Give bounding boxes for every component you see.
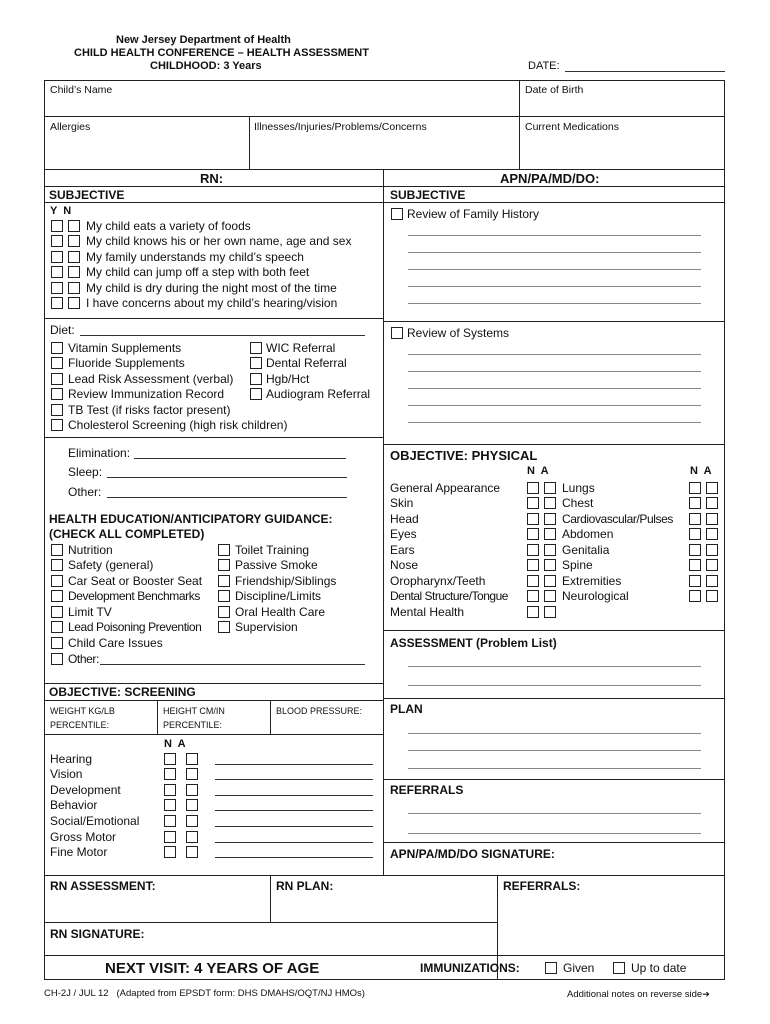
- phys-n-checkbox[interactable]: [689, 590, 701, 602]
- ed-label: Safety (general): [68, 558, 154, 572]
- referrals-label: REFERRALS: [390, 783, 464, 797]
- toilet-training-checkbox[interactable]: [218, 544, 230, 556]
- rn-heading: RN:: [200, 171, 224, 186]
- phys-n-checkbox[interactable]: [689, 513, 701, 525]
- phys-item: Extremities: [562, 574, 622, 588]
- check-label: TB Test (if risks factor present): [68, 403, 231, 417]
- phys-item: Ears: [390, 543, 415, 557]
- immunizations-given-checkbox[interactable]: [545, 962, 557, 974]
- phys-a-checkbox[interactable]: [706, 497, 718, 509]
- next-visit: NEXT VISIT: 4 YEARS OF AGE: [105, 960, 320, 977]
- screen-note-field[interactable]: [215, 779, 373, 780]
- systems-label: Review of Systems: [407, 326, 510, 340]
- screen-note-field[interactable]: [215, 810, 373, 811]
- question-yes-checkbox[interactable]: [51, 220, 63, 232]
- weight-field[interactable]: WEIGHT KG/LB: [50, 706, 115, 716]
- phys-na-right: N A: [690, 465, 712, 477]
- form-title: CHILD HEALTH CONFERENCE – HEALTH ASSESSMENT: [74, 47, 369, 59]
- phys-item: Cardiovascular/Pulses: [562, 512, 673, 526]
- screen-item: Fine Motor: [50, 845, 108, 859]
- assessment-label: ASSESSMENT (Problem List): [390, 636, 557, 650]
- screen-item: Hearing: [50, 752, 93, 766]
- phys-item: Genitalia: [562, 543, 610, 557]
- dob-field[interactable]: Date of Birth: [525, 84, 584, 96]
- phys-item: Eyes: [390, 527, 417, 541]
- screen-a-checkbox[interactable]: [186, 784, 198, 796]
- reverse-notes-text: Additional notes on reverse side: [567, 989, 703, 1000]
- tb-test-checkbox[interactable]: [51, 404, 63, 416]
- systems-checkbox[interactable]: [391, 327, 403, 339]
- phys-item: Mental Health: [390, 605, 465, 619]
- screen-n-checkbox[interactable]: [164, 799, 176, 811]
- ed-label: Toilet Training: [235, 543, 310, 557]
- phys-n-checkbox[interactable]: [689, 544, 701, 556]
- phys-a-checkbox[interactable]: [706, 590, 718, 602]
- question-no-checkbox[interactable]: [68, 282, 80, 294]
- screen-item: Behavior: [50, 798, 98, 812]
- apn-heading: APN/PA/MD/DO:: [500, 171, 600, 186]
- phys-a-checkbox[interactable]: [544, 575, 556, 587]
- other-label: Other:: [68, 485, 102, 499]
- elimination-label: Elimination:: [68, 446, 131, 460]
- fluoride-checkbox[interactable]: [51, 357, 63, 369]
- rn-subjective: SUBJECTIVE: [49, 188, 125, 202]
- nutrition-checkbox[interactable]: [51, 544, 63, 556]
- screen-n-checkbox[interactable]: [164, 753, 176, 765]
- question-no-checkbox[interactable]: [68, 235, 80, 247]
- audiogram-checkbox[interactable]: [250, 388, 262, 400]
- phys-a-checkbox[interactable]: [544, 559, 556, 571]
- phys-a-checkbox[interactable]: [544, 528, 556, 540]
- allergies-field[interactable]: Allergies: [50, 121, 91, 133]
- question-yes-checkbox[interactable]: [51, 251, 63, 263]
- rn-assessment-label[interactable]: RN ASSESSMENT:: [50, 879, 156, 893]
- check-label: Hgb/Hct: [266, 372, 310, 386]
- phys-n-checkbox[interactable]: [527, 513, 539, 525]
- plan-label: PLAN: [390, 702, 423, 716]
- vitamin-checkbox[interactable]: [51, 342, 63, 354]
- car-seat-checkbox[interactable]: [51, 575, 63, 587]
- ed-label: Oral Health Care: [235, 605, 326, 619]
- phys-n-checkbox[interactable]: [689, 559, 701, 571]
- phys-n-checkbox[interactable]: [689, 575, 701, 587]
- question-item: My child knows his or her own name, age and sex: [86, 234, 352, 248]
- phys-item: Spine: [562, 558, 593, 572]
- dev-benchmarks-checkbox[interactable]: [51, 590, 63, 602]
- ed-other-checkbox[interactable]: [51, 653, 63, 665]
- phys-n-checkbox[interactable]: [527, 590, 539, 602]
- phys-a-checkbox[interactable]: [544, 606, 556, 618]
- rn-signature-label[interactable]: RN SIGNATURE:: [50, 927, 145, 941]
- apn-subjective: SUBJECTIVE: [390, 188, 466, 202]
- lead-prevention-checkbox[interactable]: [51, 621, 63, 633]
- sleep-field[interactable]: [107, 477, 347, 478]
- phys-a-checkbox[interactable]: [706, 544, 718, 556]
- phys-n-checkbox[interactable]: [527, 559, 539, 571]
- phys-a-checkbox[interactable]: [706, 482, 718, 494]
- screen-note-field[interactable]: [215, 826, 373, 827]
- screen-n-checkbox[interactable]: [164, 815, 176, 827]
- ed-label: Child Care Issues: [68, 636, 163, 650]
- phys-n-checkbox[interactable]: [689, 497, 701, 509]
- check-label: WIC Referral: [266, 341, 336, 355]
- phys-a-checkbox[interactable]: [544, 497, 556, 509]
- immunizations-up-to-date-checkbox[interactable]: [613, 962, 625, 974]
- phys-a-checkbox[interactable]: [544, 590, 556, 602]
- question-yes-checkbox[interactable]: [51, 297, 63, 309]
- phys-item: Head: [390, 512, 419, 526]
- given-label: Given: [563, 961, 595, 975]
- phys-n-checkbox[interactable]: [689, 482, 701, 494]
- screen-a-checkbox[interactable]: [186, 846, 198, 858]
- height-percentile: PERCENTILE:: [163, 720, 223, 730]
- screen-a-checkbox[interactable]: [186, 815, 198, 827]
- bp-field[interactable]: BLOOD PRESSURE:: [276, 706, 363, 716]
- phys-item: Dental Structure/Tongue: [390, 589, 508, 603]
- weight-percentile: PERCENTILE:: [50, 720, 110, 730]
- family-history-checkbox[interactable]: [391, 208, 403, 220]
- up-to-date-label: Up to date: [631, 961, 687, 975]
- limit-tv-checkbox[interactable]: [51, 606, 63, 618]
- phys-n-checkbox[interactable]: [527, 528, 539, 540]
- question-yes-checkbox[interactable]: [51, 266, 63, 278]
- phys-a-checkbox[interactable]: [706, 575, 718, 587]
- screen-n-checkbox[interactable]: [164, 846, 176, 858]
- ed-label: Nutrition: [68, 543, 113, 557]
- question-no-checkbox[interactable]: [68, 220, 80, 232]
- discipline-checkbox[interactable]: [218, 590, 230, 602]
- phys-n-checkbox[interactable]: [527, 482, 539, 494]
- height-field[interactable]: HEIGHT CM/IN: [163, 706, 225, 716]
- phys-item: Abdomen: [562, 527, 614, 541]
- safety-checkbox[interactable]: [51, 559, 63, 571]
- lead-risk-checkbox[interactable]: [51, 373, 63, 385]
- screening-title: OBJECTIVE: SCREENING: [49, 685, 196, 699]
- dept-name: New Jersey Department of Health: [116, 34, 291, 46]
- screen-note-field[interactable]: [215, 764, 373, 765]
- phys-item: Skin: [390, 496, 414, 510]
- form-id: CH-2J / JUL 12 (Adapted from EPSDT form: DHS DMAHS/OQT/NJ HMOs): [44, 988, 365, 999]
- check-label: Lead Risk Assessment (verbal): [68, 372, 234, 386]
- ed-label: Development Benchmarks: [68, 589, 200, 603]
- dental-referral-checkbox[interactable]: [250, 357, 262, 369]
- screen-a-checkbox[interactable]: [186, 831, 198, 843]
- diet-field[interactable]: [80, 335, 365, 336]
- medications-field[interactable]: Current Medications: [525, 121, 619, 133]
- elimination-field[interactable]: [134, 458, 346, 459]
- screen-item: Vision: [50, 767, 83, 781]
- phys-n-checkbox[interactable]: [527, 606, 539, 618]
- screen-a-checkbox[interactable]: [186, 753, 198, 765]
- question-no-checkbox[interactable]: [68, 297, 80, 309]
- screen-note-field[interactable]: [215, 842, 373, 843]
- question-item: I have concerns about my child’s hearing/vision: [86, 296, 338, 310]
- hgb-checkbox[interactable]: [250, 373, 262, 385]
- oral-health-checkbox[interactable]: [218, 606, 230, 618]
- phys-na-left: N A: [527, 465, 549, 477]
- question-item: My child eats a variety of foods: [86, 219, 251, 233]
- supervision-checkbox[interactable]: [218, 621, 230, 633]
- check-label: Dental Referral: [266, 356, 347, 370]
- phys-n-checkbox[interactable]: [689, 528, 701, 540]
- ed-label: Other:: [68, 652, 99, 666]
- phys-item: General Appearance: [390, 481, 501, 495]
- form-subtitle: CHILDHOOD: 3 Years: [150, 60, 262, 72]
- screen-n-checkbox[interactable]: [164, 784, 176, 796]
- check-label: Fluoride Supplements: [68, 356, 185, 370]
- question-item: My family understands my child’s speech: [86, 250, 304, 264]
- phys-n-checkbox[interactable]: [527, 575, 539, 587]
- question-no-checkbox[interactable]: [68, 251, 80, 263]
- phys-item: Oropharynx/Teeth: [390, 574, 486, 588]
- screen-item: Social/Emotional: [50, 814, 140, 828]
- phys-item: Nose: [390, 558, 419, 572]
- phys-item: Chest: [562, 496, 594, 510]
- question-yes-checkbox[interactable]: [51, 235, 63, 247]
- check-label: Audiogram Referral: [266, 387, 371, 401]
- other-field[interactable]: [107, 497, 347, 498]
- arrow-right-icon: ➔: [702, 989, 710, 999]
- phys-n-checkbox[interactable]: [527, 544, 539, 556]
- phys-a-checkbox[interactable]: [706, 559, 718, 571]
- ed-label: Passive Smoke: [235, 558, 318, 572]
- ed-label: Discipline/Limits: [235, 589, 322, 603]
- screen-a-checkbox[interactable]: [186, 768, 198, 780]
- date-field[interactable]: [565, 71, 725, 72]
- sleep-label: Sleep:: [68, 465, 103, 479]
- childs-name-field[interactable]: Child’s Name: [50, 84, 113, 96]
- screen-na-header: N A: [164, 738, 186, 750]
- ed-other-field[interactable]: [100, 664, 365, 665]
- check-label: Vitamin Supplements: [68, 341, 182, 355]
- screen-note-field[interactable]: [215, 857, 373, 858]
- rn-plan-label[interactable]: RN PLAN:: [276, 879, 334, 893]
- apn-signature-label[interactable]: APN/PA/MD/DO SIGNATURE:: [390, 847, 555, 861]
- phys-n-checkbox[interactable]: [527, 497, 539, 509]
- ed-label: Lead Poisoning Prevention: [68, 620, 202, 634]
- ed-label: Limit TV: [68, 605, 112, 619]
- child-care-checkbox[interactable]: [51, 637, 63, 649]
- ed-label: Friendship/Siblings: [235, 574, 337, 588]
- phys-a-checkbox[interactable]: [706, 513, 718, 525]
- question-item: My child is dry during the night most of the time: [86, 281, 337, 295]
- ed-label: Car Seat or Booster Seat: [68, 574, 203, 588]
- reverse-notes: [567, 987, 710, 1002]
- wic-checkbox[interactable]: [250, 342, 262, 354]
- physical-title: OBJECTIVE: PHYSICAL: [390, 448, 538, 463]
- phys-a-checkbox[interactable]: [706, 528, 718, 540]
- immunization-record-checkbox[interactable]: [51, 388, 63, 400]
- phys-item: Neurological: [562, 589, 629, 603]
- ed-label: Supervision: [235, 620, 298, 634]
- health-ed-sub: (CHECK ALL COMPLETED): [49, 527, 205, 541]
- screen-n-checkbox[interactable]: [164, 831, 176, 843]
- phys-item: Lungs: [562, 481, 595, 495]
- question-item: My child can jump off a step with both feet: [86, 265, 310, 279]
- diet-label: Diet:: [50, 323, 75, 337]
- date-label: DATE:: [528, 60, 560, 72]
- phys-a-checkbox[interactable]: [544, 482, 556, 494]
- immunizations-label: IMMUNIZATIONS:: [420, 961, 520, 975]
- screen-n-checkbox[interactable]: [164, 768, 176, 780]
- question-yes-checkbox[interactable]: [51, 282, 63, 294]
- friendship-checkbox[interactable]: [218, 575, 230, 587]
- screen-a-checkbox[interactable]: [186, 799, 198, 811]
- cholesterol-checkbox[interactable]: [51, 419, 63, 431]
- illnesses-field[interactable]: Illnesses/Injuries/Problems/Concerns: [254, 121, 427, 133]
- health-ed-title: HEALTH EDUCATION/ANTICIPATORY GUIDANCE:: [49, 512, 333, 526]
- screen-item: Gross Motor: [50, 830, 117, 844]
- rn-yn-header: Y N: [50, 205, 72, 217]
- screen-note-field[interactable]: [215, 795, 373, 796]
- bottom-referrals-label[interactable]: REFERRALS:: [503, 879, 581, 893]
- family-history-label: Review of Family History: [407, 207, 540, 221]
- check-label: Cholesterol Screening (high risk children): [68, 418, 288, 432]
- question-no-checkbox[interactable]: [68, 266, 80, 278]
- check-label: Review Immunization Record: [68, 387, 225, 401]
- passive-smoke-checkbox[interactable]: [218, 559, 230, 571]
- phys-a-checkbox[interactable]: [544, 513, 556, 525]
- phys-a-checkbox[interactable]: [544, 544, 556, 556]
- screen-item: Development: [50, 783, 121, 797]
